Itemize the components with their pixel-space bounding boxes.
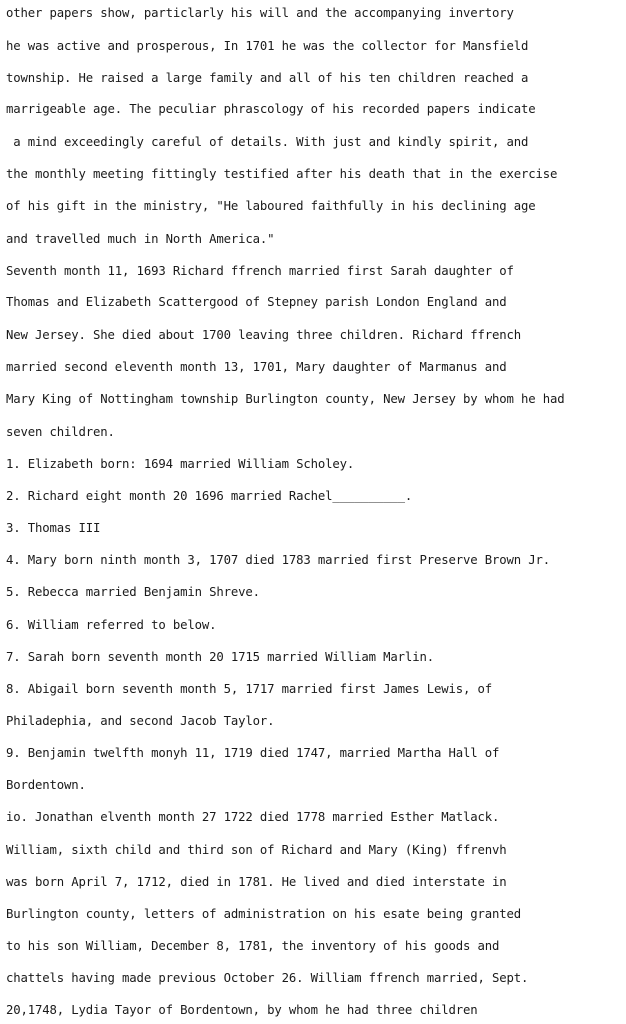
text-line: Burlington county, letters of administration on his esate being granted (6, 907, 521, 921)
list-item: 2. Richard eight month 20 1696 married Rachel__________. (6, 489, 413, 503)
text-line: township. He raised a large family and all of his ten children reached a (6, 71, 529, 85)
list-item: 9. Benjamin twelfth monyh 11, 1719 died 1747, married Martha Hall of (6, 746, 500, 760)
text-line: of his gift in the ministry, "He laboured faithfully in his declining age (6, 199, 536, 213)
text-line: married second eleventh month 13, 1701, Mary daughter of Marmanus and (6, 360, 507, 374)
list-item: 6. William referred to below. (6, 618, 217, 632)
text-line: marrigeable age. The peculiar phrascology of his recorded papers indicate (6, 102, 536, 116)
list-item: io. Jonathan elventh month 27 1722 died 1778 married Esther Matlack. (6, 810, 500, 824)
list-item: 8. Abigail born seventh month 5, 1717 married first James Lewis, of (6, 682, 492, 696)
text-line: seven children. (6, 425, 115, 439)
text-line: other papers show, particlarly his will and the accompanying invertory (6, 6, 514, 20)
text-line: and travelled much in North America." (6, 232, 275, 246)
list-item: 1. Elizabeth born: 1694 married William Scholey. (6, 457, 355, 471)
text-line: Seventh month 11, 1693 Richard ffrench married first Sarah daughter of (6, 264, 514, 278)
text-line: a mind exceedingly careful of details. With just and kindly spirit, and (6, 135, 529, 149)
text-line: the monthly meeting fittingly testified after his death that in the exercise (6, 167, 558, 181)
text-line: he was active and prosperous, In 1701 he was the collector for Mansfield (6, 39, 529, 53)
text-line: Thomas and Elizabeth Scattergood of Stepney parish London England and (6, 295, 507, 309)
list-item-continuation: Philadephia, and second Jacob Taylor. (6, 714, 275, 728)
text-line: Mary King of Nottingham township Burlington county, New Jersey by whom he had (6, 392, 565, 406)
list-item: 3. Thomas III (6, 521, 101, 535)
list-item-continuation: Bordentown. (6, 778, 86, 792)
text-line: New Jersey. She died about 1700 leaving three children. Richard ffrench (6, 328, 521, 342)
list-item: 7. Sarah born seventh month 20 1715 married William Marlin. (6, 650, 434, 664)
text-line: was born April 7, 1712, died in 1781. He lived and died interstate in (6, 875, 507, 889)
list-item: 5. Rebecca married Benjamin Shreve. (6, 585, 260, 599)
list-item: 4. Mary born ninth month 3, 1707 died 1783 married first Preserve Brown Jr. (6, 553, 551, 567)
text-line: chattels having made previous October 26. William ffrench married, Sept. (6, 971, 529, 985)
text-line: William, sixth child and third son of Richard and Mary (King) ffrenvh (6, 843, 507, 857)
text-line: 20,1748, Lydia Tayor of Bordentown, by whom he had three children (6, 1003, 478, 1017)
text-line: to his son William, December 8, 1781, the inventory of his goods and (6, 939, 500, 953)
